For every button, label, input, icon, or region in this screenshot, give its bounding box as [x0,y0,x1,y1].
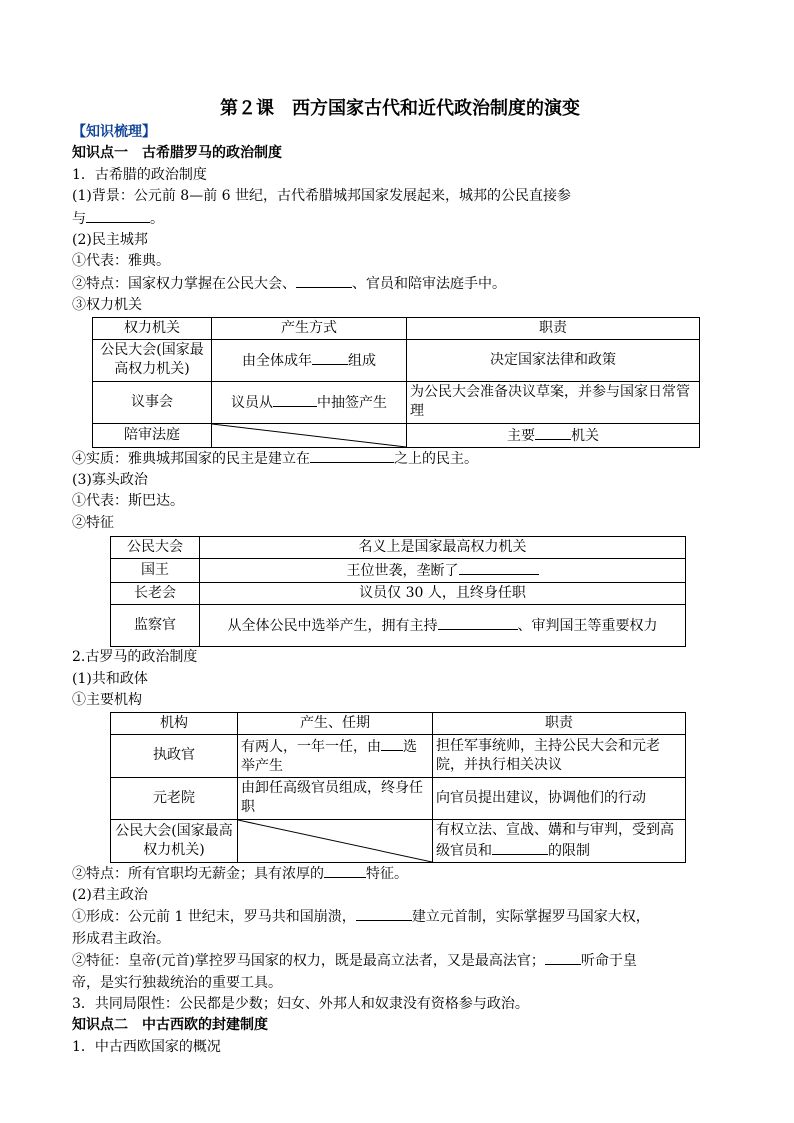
table-cell: 陪审法庭 [93,423,212,447]
section-label: 【知识梳理】 [72,124,156,140]
table-cell: 监察官 [111,605,200,647]
table-header: 权力机关 [93,317,212,339]
diagonal-line [238,820,432,862]
table-cell [238,734,433,777]
empty-diagonal-cell [212,423,407,447]
line-republic-features [72,863,728,885]
line-essence [72,448,728,470]
table-cell: 为公民大会准备决议草案，并参与国家日常管理 [407,381,700,423]
line-monarchy-features [72,950,728,972]
table-header: 机构 [111,712,238,734]
line-main-organs: ①主要机构 [72,692,142,709]
text: 之上的民主。 [394,450,478,467]
text: 听命于皇 [580,953,637,970]
text: 主要 [507,427,535,444]
text: 机关 [571,427,599,444]
fill-blank[interactable] [356,906,412,921]
line-greece-heading: 1．古希腊的政治制度 [72,166,207,183]
text: ①形成：公元前 1 世纪末，罗马共和国崩溃， [72,909,356,926]
text: ②特点：所有官职均无薪金；具有浓厚的 [72,865,324,882]
line-oligarchy-heading: (3)寡头政治 [72,472,148,489]
line-democracy-heading: (2)民主城邦 [72,232,148,249]
line-representative: ①代表：雅典。 [72,253,170,270]
fill-blank[interactable] [324,863,366,878]
table-cell [407,423,700,447]
text: 的限制 [548,842,590,859]
table-cell [212,381,407,423]
table-cell: 元老院 [111,777,238,819]
table-header: 产生方式 [212,317,407,339]
line-power-organs: ③权力机关 [72,297,142,314]
table-cell: 公民大会 [111,537,200,559]
table-cell: 国王 [111,559,200,583]
line-background: (1)背景：公元前 8—前 6 世纪，古代希腊城邦国家发展起来，城邦的公民直接参 [72,188,571,205]
fill-blank[interactable] [273,392,317,407]
text: 从全体公民中选举产生，拥有主持 [227,618,438,635]
line-medieval-overview: 1．中古西欧国家的概况 [72,1038,221,1055]
line-rome-heading: 2.古罗马的政治制度 [72,649,198,666]
text: 中抽签产生 [317,394,387,411]
fill-blank[interactable] [296,273,352,288]
fill-blank[interactable] [310,448,394,463]
table-cell: 议事会 [93,381,212,423]
line-monarchy-features-cont: 帝，是实行独裁统治的重要工具。 [72,974,282,991]
text: 有两人，一年一任，由 [241,738,381,755]
text: 议员从 [231,394,273,411]
fill-blank[interactable] [312,350,348,365]
table-cell: 公民大会(国家最高权力机关) [93,339,212,381]
table-cell [212,339,407,381]
table-cell: 由卸任高级官员组成，终身任职 [238,777,433,819]
text: ④实质：雅典城邦国家的民主是建立在 [72,450,310,467]
table-cell: 议员仅 30 人，且终身任职 [200,583,686,605]
table-header: 职责 [407,317,700,339]
text: 特征。 [366,865,408,882]
table-cell [200,559,686,583]
table-cell: 名义上是国家最高权力机关 [200,537,686,559]
table-cell [200,605,686,647]
text: 选举产生 [241,738,417,774]
text: 由全体成年 [242,352,312,369]
table-header: 产生、任期 [238,712,433,734]
text: ②特征：皇帝(元首)掌控罗马国家的权力，既是最高立法者，又是最高法官； [72,953,545,970]
line-republic-heading: (1)共和政体 [72,670,148,687]
fill-blank[interactable] [535,425,571,440]
power-organs-table [92,317,700,448]
empty-diagonal-cell [238,819,433,862]
text: 、审判国王等重要权力 [517,618,658,635]
table-cell: 长老会 [111,583,200,605]
knowledge-point-2-heading: 知识点二 中古西欧的封建制度 [72,1017,268,1034]
fill-blank[interactable] [545,950,581,965]
text: 与 [72,210,86,227]
fill-blank[interactable] [438,615,518,630]
knowledge-point-1-heading: 知识点一 古希腊罗马的政治制度 [72,145,282,162]
text: 组成 [348,352,376,369]
text: 、官员和陪审法庭手中。 [352,275,506,292]
text: ②特点：国家权力掌握在公民大会、 [72,275,296,292]
table-header: 职责 [433,712,686,734]
fill-blank[interactable] [86,208,150,223]
text: 建立元首制，实际掌握罗马国家大权， [411,909,650,926]
text: 有权立法、宣战、媾和与审判，受到高级官员和 [436,821,674,859]
table-cell: 执政官 [111,734,238,777]
rome-organs-table [110,712,686,863]
line-formation-cont: 形成君主政治。 [72,930,170,947]
table-cell [433,819,686,862]
fill-blank[interactable] [459,560,539,575]
line-common-limits: 3．共同局限性：公民都是少数；妇女、外邦人和奴隶没有资格参与政治。 [72,995,529,1012]
diagonal-line [212,424,406,447]
line-monarchy-heading: (2)君主政治 [72,886,148,903]
sparta-table [110,536,686,647]
table-cell: 公民大会(国家最高权力机关) [111,819,238,862]
line-characteristics: ②特征 [72,514,114,531]
text: 王位世袭，垄断了 [346,563,459,580]
text: 。 [150,210,164,227]
line-features [72,273,728,295]
table-cell: 向官员提出建议，协调他们的行动 [433,777,686,819]
page-title: 第２课 西方国家古代和近代政治制度的演变 [220,98,580,119]
table-cell: 担任军事统帅，主持公民大会和元老院，并执行相关决议 [433,734,686,777]
line-background-cont [72,208,728,230]
fill-blank[interactable] [381,736,403,751]
line-formation [72,906,728,928]
fill-blank[interactable] [492,840,548,855]
line-sparta: ①代表：斯巴达。 [72,493,184,510]
document-page [72,96,728,1058]
table-cell: 决定国家法律和政策 [407,339,700,381]
